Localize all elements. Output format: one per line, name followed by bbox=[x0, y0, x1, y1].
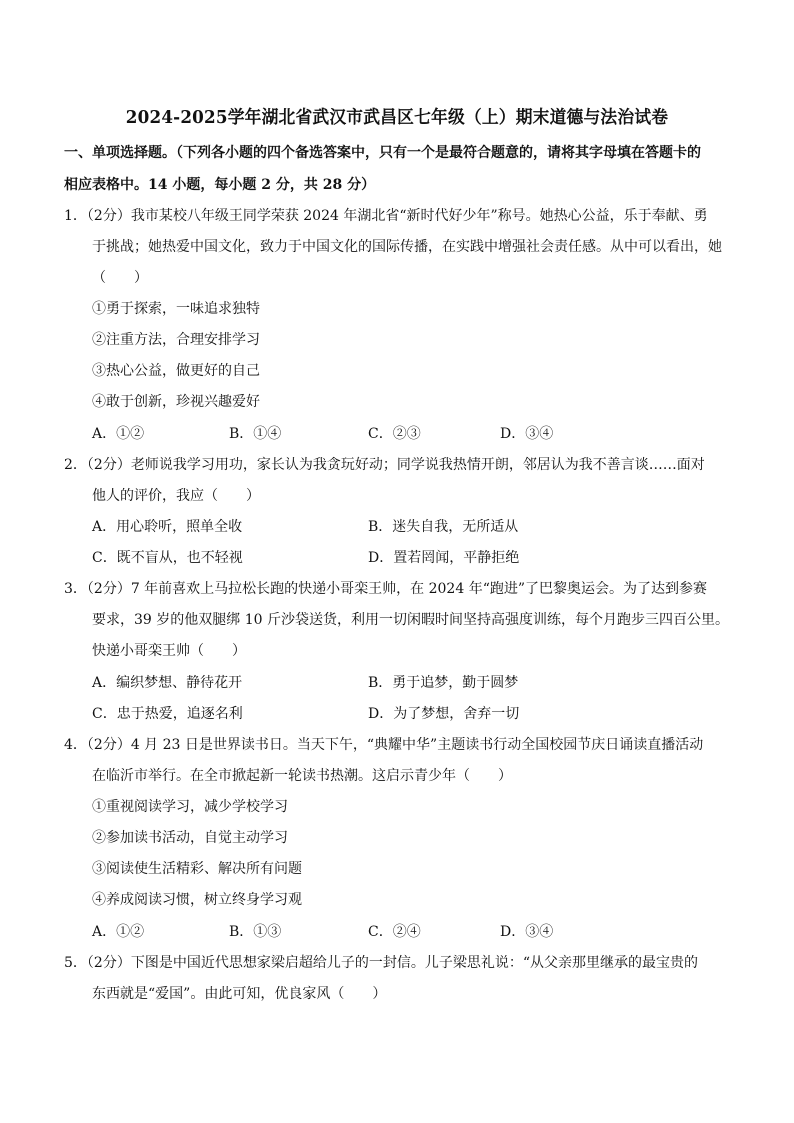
question-4-item-4: ④养成阅读习惯，树立终身学习观 bbox=[92, 892, 302, 908]
question-2-option-d: D．置若罔闻，平静拒绝 bbox=[368, 550, 520, 566]
question-1-line-3: （ ） bbox=[92, 270, 148, 286]
question-2-option-b: B．迷失自我，无所适从 bbox=[368, 519, 519, 535]
question-3-option-a: A．编织梦想、静待花开 bbox=[92, 675, 243, 691]
section-instruction-line-2: 相应表格中。14 小题，每小题 2 分，共 28 分） bbox=[64, 177, 376, 193]
question-3-option-c: C．忠于热爱，追逐名利 bbox=[92, 706, 243, 722]
question-1-option-d: D．③④ bbox=[500, 426, 554, 442]
question-4-option-a: A．①② bbox=[92, 924, 145, 940]
question-4-line-1: 4．（2分）4 月 23 日是世界读书日。当天下午，“典耀中华”主题读书行动全国校园节庆日诵读直播活动 bbox=[64, 737, 704, 753]
question-3-option-d: D．为了梦想，舍弃一切 bbox=[368, 706, 520, 722]
question-1-option-b: B．①④ bbox=[229, 426, 282, 442]
question-3-line-3: 快递小哥栾王帅（ ） bbox=[92, 643, 246, 659]
question-4-option-b: B．①③ bbox=[229, 924, 282, 940]
question-1-item-2: ②注重方法，合理安排学习 bbox=[92, 332, 260, 348]
question-3-option-b: B．勇于追梦，勤于圆梦 bbox=[368, 675, 519, 691]
question-1-item-4: ④敢于创新，珍视兴趣爱好 bbox=[92, 394, 260, 410]
question-2-option-c: C．既不盲从，也不轻视 bbox=[92, 550, 243, 566]
question-3-line-2: 要求，39 岁的他双腿绑 10 斤沙袋送货，利用一切闲暇时间坚持高强度训练，每个月跑步三四百公里。 bbox=[92, 612, 729, 628]
question-1-option-a: A．①② bbox=[92, 426, 145, 442]
question-5-line-1: 5．（2分）下图是中国近代思想家梁启超给儿子的一封信。儿子梁思礼说：“从父亲那里继承的最宝贵的 bbox=[64, 955, 698, 971]
question-1-item-3: ③热心公益，做更好的自己 bbox=[92, 363, 260, 379]
question-5-line-2: 东西就是“爱国”。由此可知，优良家风（ ） bbox=[92, 986, 387, 1002]
section-instruction-line-1: 一、单项选择题。（下列各小题的四个备选答案中，只有一个是最符合题意的，请将其字母填在答题卡的 bbox=[64, 145, 701, 161]
question-4-item-2: ②参加读书活动，自觉主动学习 bbox=[92, 830, 288, 846]
question-3-line-1: 3．（2分）7 年前喜欢上马拉松长跑的快递小哥栾王帅，在 2024 年“跑进”了巴黎奥运会。为了达到参赛 bbox=[64, 581, 708, 597]
question-2-line-2: 他人的评价，我应（ ） bbox=[92, 488, 260, 504]
question-1-line-2: 于挑战；她热爱中国文化，致力于中国文化的国际传播，在实践中增强社会责任感。从中可以看出，她 bbox=[92, 239, 722, 255]
question-4-line-2: 在临沂市举行。在全市掀起新一轮读书热潮。这启示青少年（ ） bbox=[92, 768, 512, 784]
question-2-option-a: A．用心聆听，照单全收 bbox=[92, 519, 243, 535]
question-4-item-1: ①重视阅读学习，减少学校学习 bbox=[92, 799, 288, 815]
question-4-item-3: ③阅读使生活精彩、解决所有问题 bbox=[92, 861, 302, 877]
question-1-option-c: C．②③ bbox=[368, 426, 421, 442]
question-1-item-1: ①勇于探索，一味追求独特 bbox=[92, 301, 260, 317]
question-4-option-d: D．③④ bbox=[500, 924, 554, 940]
question-2-line-1: 2．（2分）老师说我学习用功，家长认为我贪玩好动；同学说我热情开朗，邻居认为我不善言谈……面对 bbox=[64, 457, 705, 473]
question-4-option-c: C．②④ bbox=[368, 924, 421, 940]
question-1-line-1: 1．（2分）我市某校八年级王同学荣获 2024 年湖北省“新时代好少年”称号。她热心公益，乐于奉献、勇 bbox=[64, 208, 708, 224]
exam-title: 2024-2025学年湖北省武汉市武昌区七年级（上）期末道德与法治试卷 bbox=[125, 108, 669, 128]
